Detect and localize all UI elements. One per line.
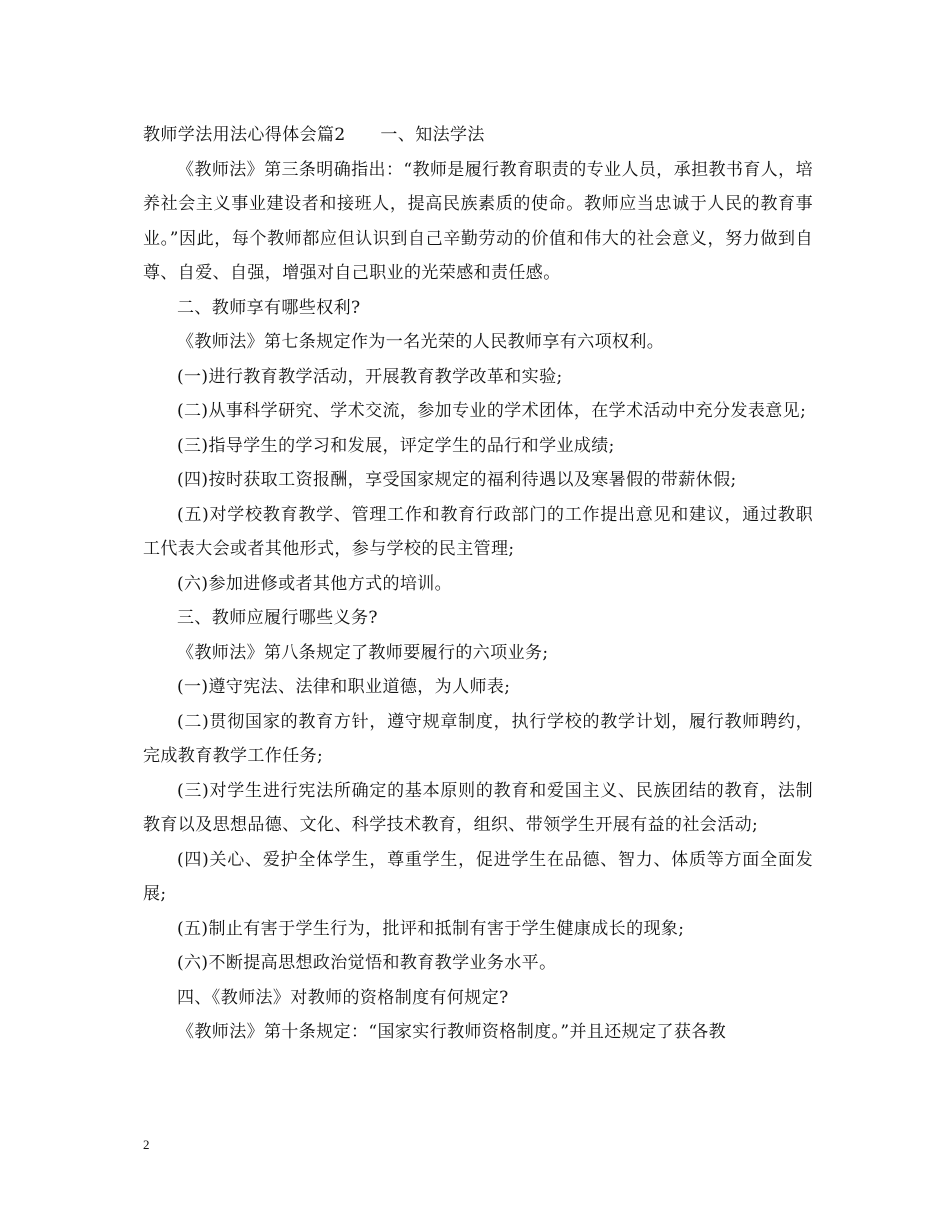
- paragraph: 《教师法》第八条规定了教师要履行的六项业务;: [177, 642, 549, 663]
- list-item: (五)制止有害于学生行为，批评和抵制有害于学生健康成长的现象;: [177, 918, 685, 939]
- section-heading-rights: 二、教师享有哪些权利?: [177, 297, 361, 318]
- list-item: (一)进行教育教学活动，开展教育教学改革和实验;: [177, 366, 563, 387]
- list-item: (一)遵守宪法、法律和职业道德，为人师表;: [177, 677, 511, 697]
- paragraph: 《教师法》第三条明确指出：“教师是履行教育职责的专业人员，承担教书育人，培养社会主义事业建设者和接班人，提高民族素质的使命。教师应当忠诚于人民的教育事业。”因此，每个教师都应但认识到自己辛勤劳动的价值和伟大的社会意义，努力做到自尊、自爱、自强，增强对自己职业的光荣感和责任感。: [143, 159, 813, 283]
- list-item: (四)按时获取工资报酬，享受国家规定的福利待遇以及寒暑假的带薪休假;: [177, 470, 737, 490]
- list-item: (二)贯彻国家的教育方针，遵守规章制度，执行学校的教学计划，履行教师聘约，完成教育教学工作任务;: [143, 711, 813, 766]
- list-item: (五)对学校教育教学、管理工作和教育行政部门的工作提出意见和建议，通过教职工代表大会或者其他形式，参与学校的民主管理;: [143, 504, 813, 559]
- paragraph: 《教师法》第十条规定：“国家实行教师资格制度。”并且还规定了获各教: [177, 1022, 727, 1042]
- list-item: (三)指导学生的学习和发展，评定学生的品行和学业成绩;: [177, 435, 615, 456]
- page-number: 2: [143, 1137, 150, 1152]
- list-item: (四)关心、爱护全体学生，尊重学生，促进学生在品德、智力、体质等方面全面发展;: [143, 849, 813, 904]
- document-body: [143, 118, 813, 1050]
- list-item: (六)参加进修或者其他方式的培训。: [177, 573, 453, 594]
- list-item: (六)不断提高思想政治觉悟和教育教学业务水平。: [177, 953, 557, 973]
- document-title-line: 教师学法用法心得体会篇2 一、知法学法: [143, 125, 485, 145]
- section-heading-duties: 三、教师应履行哪些义务?: [177, 608, 378, 628]
- section-heading-qualification: 四、《教师法》对教师的资格制度有何规定?: [177, 987, 509, 1008]
- list-item: (二)从事科学研究、学术交流，参加专业的学术团体，在学术活动中充分发表意见;: [177, 401, 807, 421]
- paragraph: 《教师法》第七条规定作为一名光荣的人民教师享有六项权利。: [177, 332, 665, 352]
- list-item: (三)对学生进行宪法所确定的基本原则的教育和爱国主义、民族团结的教育，法制教育以及思想品德、文化、科学技术教育，组织、带领学生开展有益的社会活动;: [143, 780, 813, 835]
